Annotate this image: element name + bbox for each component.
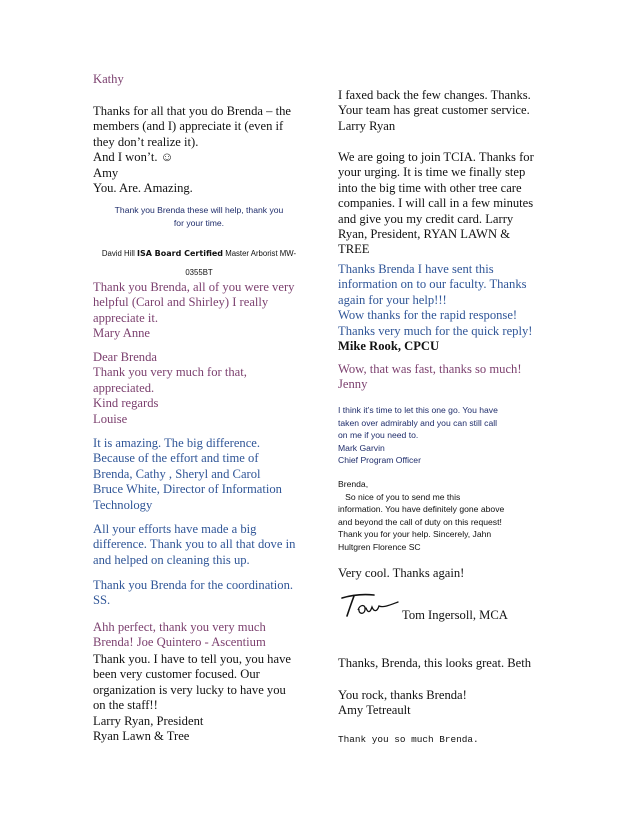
amy-line: members (and I) appreciate it (even if (93, 119, 284, 134)
larry-line: been very customer focused. Our (93, 667, 260, 682)
joe-line: Ahh perfect, thank you very much (93, 620, 266, 634)
larry-line: Larry Ryan, President (93, 713, 204, 728)
louise-line: appreciated. (93, 380, 155, 395)
faxed-line: Your team has great customer service. (338, 103, 530, 118)
tcia-line: and give you my credit card. Larry (338, 211, 514, 226)
joe-line: Brenda! Joe Quintero - Ascentium (93, 635, 266, 650)
louise-line: Louise (93, 411, 128, 426)
bruce-line: Because of the effort and time of (93, 451, 259, 466)
amy-tetreault-message (338, 688, 550, 719)
tcia-line: companies. I will call in a few minutes (338, 196, 534, 211)
kathy-heading: Kathy (93, 72, 124, 86)
jenny-line: Wow, that was fast, thanks so much! (338, 362, 522, 376)
jahn-line: and beyond the call of duty on this request! (338, 516, 502, 527)
tcia-line: We are going to join TCIA. Thanks for (338, 150, 534, 164)
mark-line: taken over admirably and you can still call (338, 417, 498, 428)
david-line: for your time. (173, 217, 225, 228)
david-message (93, 204, 305, 229)
tcia-message (338, 150, 550, 258)
faculty-line: Thanks very much for the quick reply! (338, 323, 533, 338)
faculty-message (338, 262, 550, 339)
jenny-line: Jenny (338, 377, 368, 392)
mark-message (338, 404, 550, 467)
amy-line: Thanks for all that you do Brenda – the (93, 104, 291, 118)
cool-message: Very cool. Thanks again! (338, 566, 465, 580)
beth-message: Thanks, Brenda, this looks great. Beth (338, 656, 532, 670)
amy-line: You. Are. Amazing. (93, 181, 193, 196)
faculty-line: again for your help!!! (338, 292, 447, 307)
larry-line: organization is very lucky to have you (93, 682, 286, 697)
amy-line: they don’t realize it). (93, 134, 199, 149)
mark-line: Chief Program Officer (338, 455, 421, 466)
david-sig-certified: ISA Board Certified (136, 249, 224, 258)
tom-name: Tom Ingersoll, MCA (402, 608, 508, 622)
larry-line: Thank you. I have to tell you, you have (93, 652, 291, 666)
efforts-line: and helped on cleaning this up. (93, 552, 250, 567)
mark-line: on me if you need to. (338, 430, 419, 441)
bruce-message (93, 436, 305, 513)
tcia-line: your urging. It is time we finally step (338, 165, 526, 180)
louise-line: Dear Brenda (93, 350, 157, 364)
jahn-line: So nice of you to send me this (338, 491, 461, 502)
larry-line: on the staff!! (93, 698, 158, 713)
jenny-message (338, 362, 550, 393)
bruce-line: Brenda, Cathy , Sheryl and Carol (93, 466, 261, 481)
larry-message (93, 652, 305, 744)
david-sig-prefix: David Hill (101, 249, 137, 258)
ss-line: Thank you Brenda for the coordination. (93, 578, 294, 592)
mono-message: Thank you so much Brenda. (338, 734, 479, 745)
david-sig-suffix: Master Arborist MW- (223, 249, 297, 258)
david-sig-id: 0355BT (185, 268, 213, 277)
jahn-line: Hultgren Florence SC (338, 541, 421, 552)
mary-anne-line: Mary Anne (93, 326, 151, 341)
david-signature (93, 244, 305, 282)
jahn-line: Brenda, (338, 479, 369, 489)
tcia-line: Ryan, President, RYAN LAWN & (338, 227, 510, 242)
amy-message (93, 104, 305, 196)
ss-message (93, 578, 305, 609)
louise-line: Thank you very much for that, (93, 365, 247, 380)
amy-tetreault-line: You rock, thanks Brenda! (338, 688, 467, 702)
faculty-line: information on to our faculty. Thanks (338, 277, 527, 292)
mary-anne-line: Thank you Brenda, all of you were very (93, 280, 295, 294)
bruce-line: Bruce White, Director of Information (93, 482, 282, 497)
joe-message (93, 620, 305, 651)
mary-anne-line: helpful (Carol and Shirley) I really (93, 295, 269, 310)
ss-line: SS. (93, 593, 111, 608)
faxed-message (338, 88, 550, 134)
tcia-line: into the big time with other tree care (338, 180, 522, 195)
amy-line: Amy (93, 165, 119, 180)
david-line: Thank you Brenda these will help, thank you (114, 205, 284, 215)
amy-line: And I won’t. ☺ (93, 150, 174, 165)
larry-line: Ryan Lawn & Tree (93, 729, 190, 744)
mark-line: I think it’s time to let this one go. You have (338, 405, 498, 415)
faculty-line: Wow thanks for the rapid response! (338, 308, 518, 323)
mike-signature: Mike Rook, CPCU (338, 339, 440, 353)
mary-anne-message (93, 280, 305, 342)
bruce-line: It is amazing. The big difference. (93, 436, 261, 450)
mark-line: Mark Garvin (338, 442, 385, 453)
efforts-line: All your efforts have made a big (93, 522, 257, 536)
amy-tetreault-line: Amy Tetreault (338, 703, 411, 718)
faxed-line: I faxed back the few changes. Thanks. (338, 88, 531, 102)
faculty-line: Thanks Brenda I have sent this (338, 262, 494, 276)
jahn-line: information. You have definitely gone above (338, 504, 505, 515)
louise-line: Kind regards (93, 396, 159, 411)
faxed-line: Larry Ryan (338, 118, 396, 133)
efforts-line: difference. Thank you to all that dove in (93, 537, 296, 552)
mary-anne-line: appreciate it. (93, 310, 159, 325)
tom-signature-image (338, 590, 400, 620)
tcia-line: TREE (338, 242, 370, 257)
efforts-message (93, 522, 305, 568)
jahn-message (338, 478, 550, 554)
louise-message (93, 350, 305, 427)
bruce-line: Technology (93, 497, 153, 512)
jahn-line: Thank you for your help. Sincerely, Jahn (338, 529, 492, 540)
